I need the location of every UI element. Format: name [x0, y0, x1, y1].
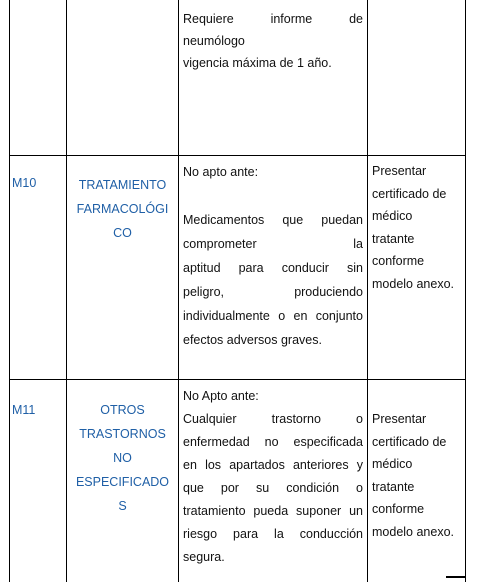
column-divider-3 — [367, 0, 368, 582]
action-line: tratante — [372, 231, 415, 246]
action-line: tratante — [372, 479, 415, 494]
category-line: TRATAMIENTO — [78, 178, 167, 192]
row-0-requirement — [183, 8, 363, 74]
action-line: modelo anexo. — [372, 276, 455, 291]
action-line: certificado de — [372, 434, 447, 449]
requirement-line: vigencia máxima de 1 año. — [183, 56, 332, 70]
category-line: CO — [113, 226, 132, 240]
requirement-intro: No apto ante: — [183, 165, 259, 179]
category-line: OTROS — [100, 403, 145, 417]
action-line: modelo anexo. — [372, 524, 455, 539]
requirement-line: enfermedad no especificada — [183, 435, 363, 449]
action-line: conforme — [372, 502, 425, 516]
row-m11-code: M11 — [12, 403, 36, 417]
category-line: FARMACOLÓGI — [76, 202, 169, 216]
requirement-line: individualmente o en conjunto — [183, 309, 363, 323]
category-line: TRASTORNOS — [79, 427, 166, 441]
action-line: médico — [372, 209, 413, 223]
row-m10-category — [67, 173, 178, 245]
requirement-line: riesgo para la conducción — [183, 527, 363, 541]
requirement-line: peligro, produciendo — [183, 285, 363, 299]
row-m10-action — [372, 160, 464, 295]
requirement-line: que por su condición o — [183, 481, 363, 495]
requirement-line: Cualquier trastorno o — [183, 412, 363, 426]
row-m11-category — [67, 398, 178, 518]
action-line: Presentar — [372, 164, 427, 178]
requirement-intro: No Apto ante: — [183, 389, 259, 403]
category-line: ESPECIFICADO — [75, 475, 170, 489]
category-line: NO — [113, 451, 132, 465]
action-line: conforme — [372, 254, 425, 268]
row-m11-requirement — [183, 385, 363, 569]
requirement-line: Medicamentos que puedan — [183, 213, 363, 227]
requirement-line: efectos adversos graves. — [183, 333, 322, 347]
row-m10-code: M10 — [12, 176, 37, 190]
action-line: certificado de — [372, 186, 447, 201]
page-edge-mark — [446, 576, 466, 578]
category-line: S — [118, 499, 127, 513]
row-divider-1 — [9, 155, 466, 156]
requirement-line: neumólogo — [183, 34, 245, 48]
column-divider-2 — [178, 0, 179, 582]
row-m10-requirement — [183, 160, 363, 352]
requirement-line: Requiere informe de — [183, 12, 363, 26]
row-m11-action — [372, 408, 464, 543]
requirement-line: segura. — [183, 550, 225, 564]
requirement-line: aptitud para conducir sin — [183, 261, 363, 275]
row-divider-2 — [9, 379, 466, 380]
table-border-right — [465, 0, 466, 582]
requirement-line: en los apartados anteriores y — [183, 458, 363, 472]
requirement-line: comprometer la — [183, 237, 363, 251]
requirement-line: tratamiento pueda suponer un — [183, 504, 363, 518]
table-border-left — [9, 0, 10, 582]
action-line: Presentar — [372, 412, 427, 426]
action-line: médico — [372, 457, 413, 471]
